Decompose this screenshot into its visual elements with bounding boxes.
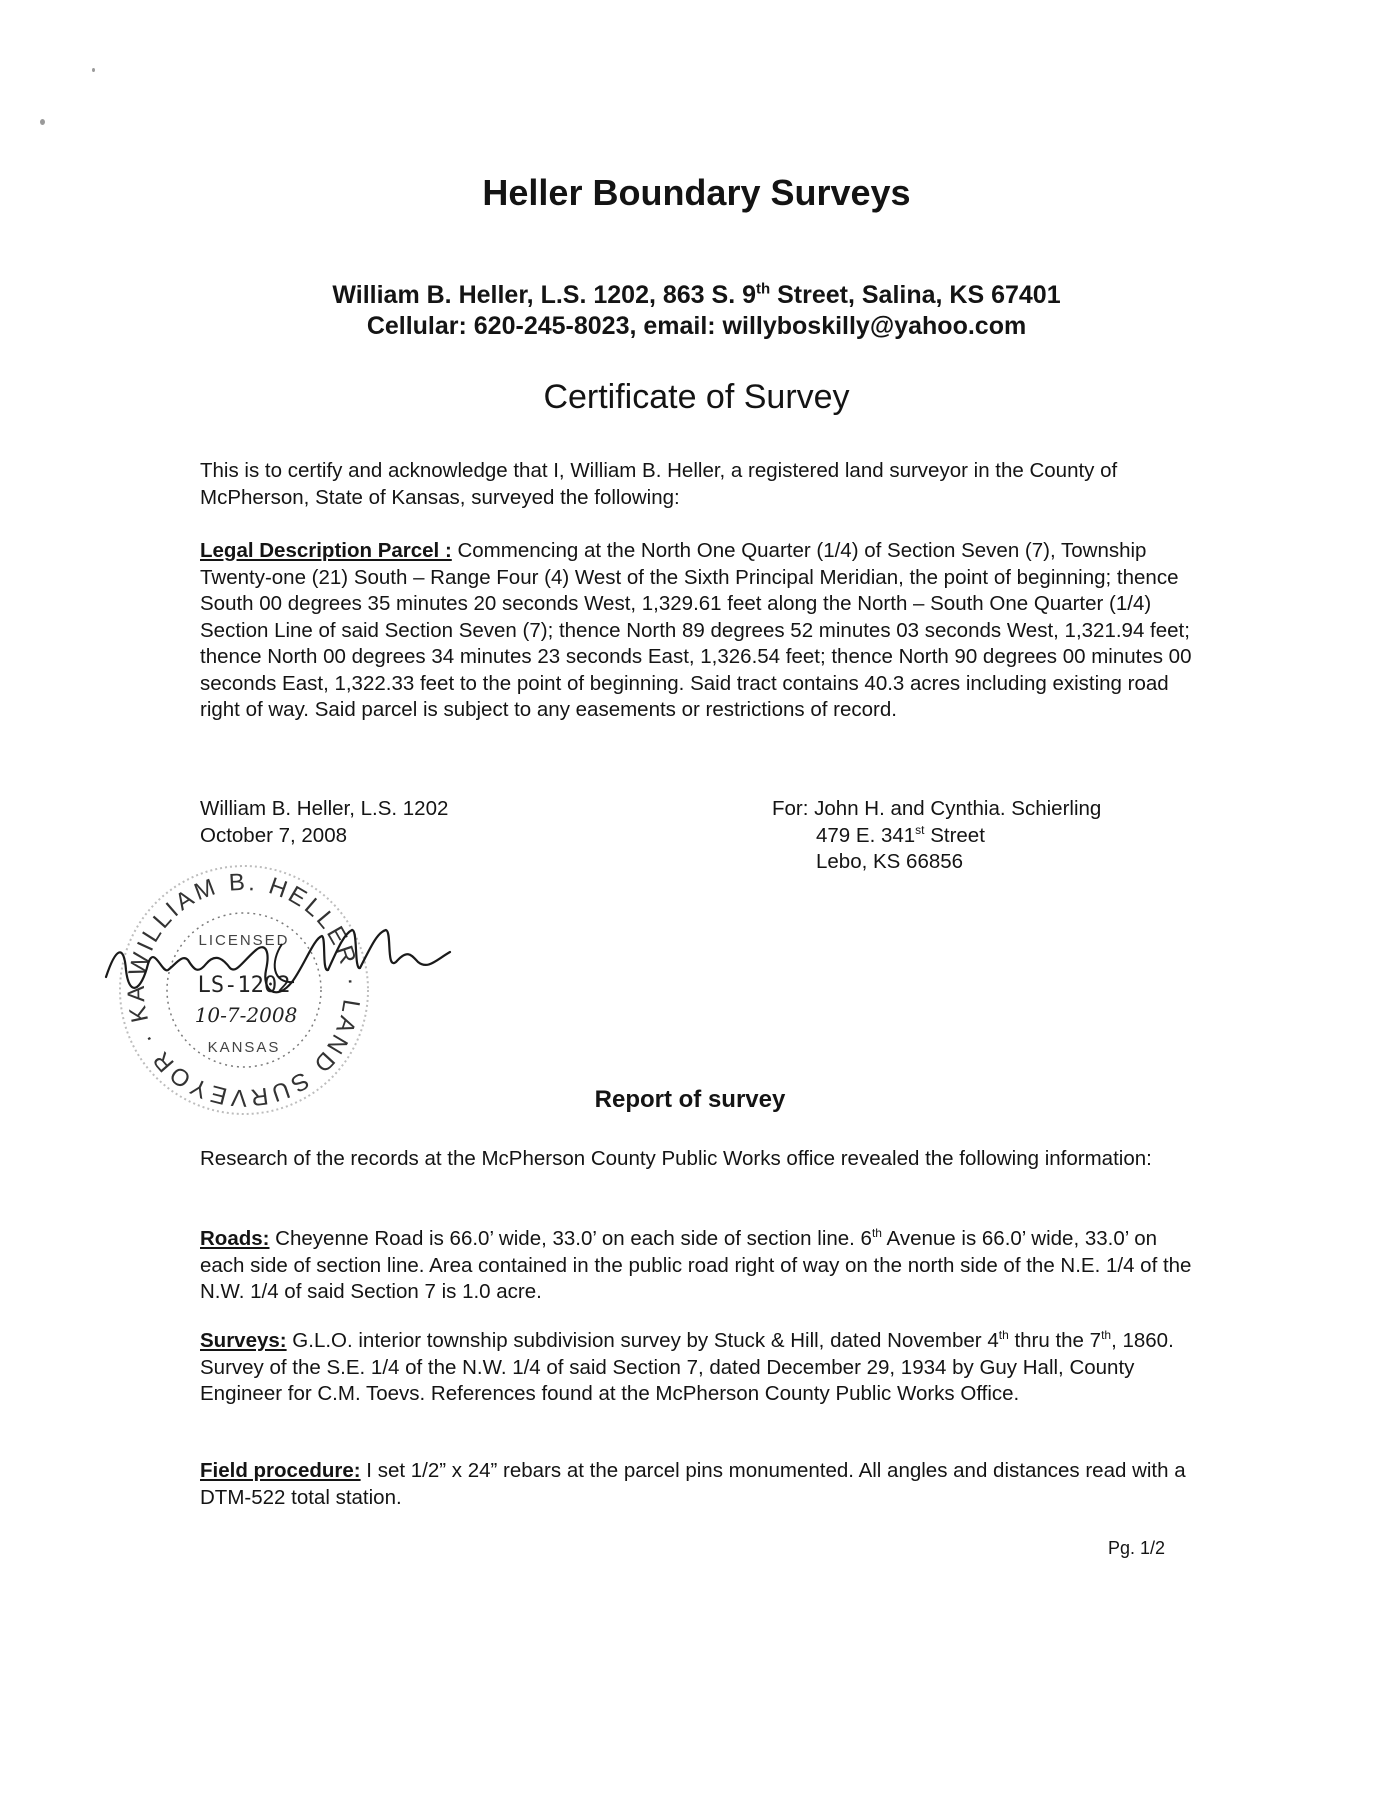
- certify-paragraph: This is to certify and acknowledge that I, William B. Heller, a registered land surveyor in the County of McPherson, State of Kansas, surveyed the following:: [200, 459, 1118, 509]
- seal-ring-text: WILLIAM B. HELLER · LAND SURVEYOR · KA: [122, 868, 366, 1112]
- legal-description-paragraph: Legal Description Parcel : Commencing at the North One Quarter (1/4) of Section Seven (7), Township Twenty-one (21) South – Range Four (4) West of the Sixth Principal Meridian, the point of beginning; thence South 00 degrees 35 minutes 20 seconds West, 1,329.61 feet along the North – South One Quarter (1/4) Section Line of said Section Seven (7); thence North 89 degrees 52 minutes 03 seconds West, 1,321.94 feet; thence North 00 degrees 34 minutes 23 seconds East, 1,326.54 feet; thence North 90 degrees 00 minutes 00 seconds East, 1,322.33 feet to the point of beginning. Said tract contains 40.3 acres including existing road right of way. Said parcel is subject to any easements or restrictions of record.: [200, 539, 1192, 721]
- address-line: William B. Heller, L.S. 1202, 863 S. 9th Street, Salina, KS 67401: [332, 280, 1061, 309]
- client-name: For: John H. and Cynthia. Schierling: [772, 797, 1102, 820]
- field-procedure-label: Field procedure:: [200, 1459, 361, 1482]
- surveys-paragraph: Surveys: G.L.O. interior township subdivision survey by Stuck & Hill, dated November 4th thru the 7th, 1860. Survey of the S.E. 1/4 of the N.W. 1/4 of said Section 7, dated December 29, 1934 by Guy Hall, County Engineer for C.M. Toevs. References found at the McPherson County Public Works Office.: [200, 1328, 1174, 1405]
- report-title: Report of survey: [594, 1086, 786, 1113]
- seal-graphic: [96, 852, 516, 1122]
- client-city: Lebo, KS 66856: [816, 850, 964, 873]
- seal-state: KANSAS: [207, 1039, 281, 1056]
- certificate-title: Certificate of Survey: [543, 378, 850, 416]
- surveys-label: Surveys:: [200, 1329, 287, 1352]
- seal-licensed-text: LICENSED: [198, 932, 290, 949]
- roads-label: Roads:: [200, 1227, 270, 1250]
- company-name: Heller Boundary Surveys: [482, 172, 911, 213]
- signed-date: October 7, 2008: [200, 823, 348, 847]
- signer-name: William B. Heller, L.S. 1202: [200, 797, 449, 820]
- client-block: [772, 796, 1101, 876]
- research-paragraph: Research of the records at the McPherson County Public Works office revealed the following information:: [200, 1147, 1152, 1170]
- signer-block: [200, 796, 448, 849]
- field-procedure-paragraph: Field procedure: I set 1/2” x 24” rebars at the parcel pins monumented. All angles and distances read with a DTM-522 total station.: [200, 1459, 1186, 1509]
- scan-speck: [40, 119, 45, 125]
- cellular-email-line: Cellular: 620-245-8023, email: willyboskilly@yahoo.com: [366, 312, 1027, 340]
- roads-paragraph: Roads: Cheyenne Road is 66.0’ wide, 33.0’ on each side of section line. 6th Avenue is 66.0’ wide, 33.0’ on each side of section line. Area contained in the public road right of way on the north side of the N.E. 1/4 of the N.W. 1/4 of said Section 7 is 1.0 acre.: [200, 1226, 1192, 1303]
- seal-date: 10-7-2008: [194, 1003, 298, 1027]
- seal-license-number: LS-1202: [197, 973, 291, 998]
- legal-description-label: Legal Description Parcel :: [200, 539, 452, 562]
- scan-speck: [92, 68, 95, 72]
- client-street: 479 E. 341st Street: [816, 822, 985, 847]
- page-number: Pg. 1/2: [1107, 1538, 1165, 1558]
- contact-block: [0, 280, 1393, 342]
